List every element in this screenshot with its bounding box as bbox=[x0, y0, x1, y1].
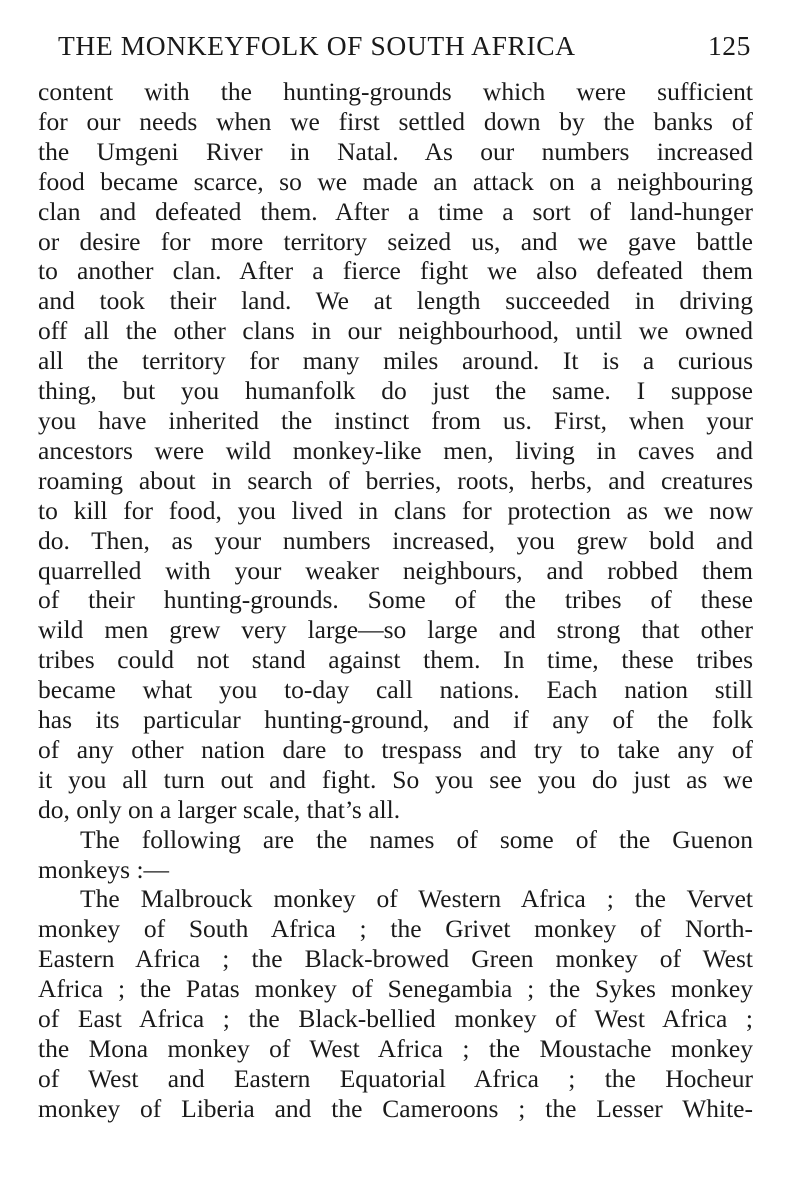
text-line: and took their land. We at length succeeded in driving bbox=[38, 286, 753, 316]
text-line: clan and defeated them. After a time a sort of land-hunger bbox=[38, 196, 753, 226]
text-line: or desire for more territory seized us, and we gave battle bbox=[38, 226, 753, 256]
text-line: do, only on a larger scale, that’s all. bbox=[38, 794, 401, 824]
text-line: all the territory for many miles around. It is a curious bbox=[38, 346, 753, 376]
text-line: do. Then, as your numbers increased, you grew bold and bbox=[38, 525, 753, 555]
text-line: The Malbrouck monkey of Western Africa ; the Vervet bbox=[80, 884, 753, 914]
text-line: wild men grew very large—so large and strong that other bbox=[38, 615, 753, 645]
text-line: Eastern Africa ; the Black-browed Green monkey of West bbox=[38, 944, 753, 974]
text-line: Africa ; the Patas monkey of Senegambia ; the Sykes monkey bbox=[38, 974, 753, 1004]
text-line: of East Africa ; the Black-bellied monkey of West Africa ; bbox=[38, 1004, 753, 1034]
text-line: monkey of South Africa ; the Grivet monkey of North- bbox=[38, 914, 753, 944]
text-line: roaming about in search of berries, roots, herbs, and creatures bbox=[38, 465, 753, 495]
text-line: of West and Eastern Equatorial Africa ; the Hocheur bbox=[38, 1063, 753, 1093]
text-line: The following are the names of some of the Guenon bbox=[80, 824, 753, 854]
text-line: monkeys :— bbox=[38, 854, 170, 884]
text-line: monkey of Liberia and the Cameroons ; the Lesser White- bbox=[38, 1093, 753, 1123]
text-line: content with the hunting-grounds which were sufficient bbox=[38, 77, 753, 106]
running-title: THE MONKEYFOLK OF SOUTH AFRICA bbox=[58, 30, 576, 61]
text-line: you have inherited the instinct from us. First, when your bbox=[38, 405, 753, 435]
text-line: thing, but you humanfolk do just the same. I suppose bbox=[38, 376, 753, 406]
text-line: to another clan. After a fierce fight we also defeated them bbox=[38, 256, 753, 286]
paragraph bbox=[38, 77, 753, 825]
text-line: became what you to-day call nations. Each nation still bbox=[38, 675, 753, 705]
text-line: has its particular hunting-ground, and if any of the folk bbox=[38, 705, 753, 735]
text-line: of their hunting-grounds. Some of the tribes of these bbox=[38, 585, 753, 615]
text-line: of any other nation dare to trespass and try to take any of bbox=[38, 734, 753, 764]
text-line: food became scarce, so we made an attack on a neighbouring bbox=[38, 166, 753, 196]
paragraph bbox=[38, 884, 753, 1123]
page-number: 125 bbox=[707, 30, 751, 61]
page-header bbox=[58, 30, 751, 70]
text-line: it you all turn out and fight. So you see you do just as we bbox=[38, 764, 753, 794]
text-line: quarrelled with your weaker neighbours, and robbed them bbox=[38, 555, 753, 585]
text-line: off all the other clans in our neighbourhood, until we owned bbox=[38, 316, 753, 346]
body-text bbox=[38, 77, 753, 1124]
text-line: ancestors were wild monkey-like men, living in caves and bbox=[38, 435, 753, 465]
text-line: tribes could not stand against them. In time, these tribes bbox=[38, 645, 753, 675]
text-line: the Umgeni River in Natal. As our numbers increased bbox=[38, 136, 753, 166]
paragraph bbox=[38, 825, 753, 885]
text-line: the Mona monkey of West Africa ; the Moustache monkey bbox=[38, 1034, 753, 1063]
text-line: for our needs when we first settled down by the banks of bbox=[38, 106, 753, 136]
text-line: to kill for food, you lived in clans for protection as we now bbox=[38, 495, 753, 525]
